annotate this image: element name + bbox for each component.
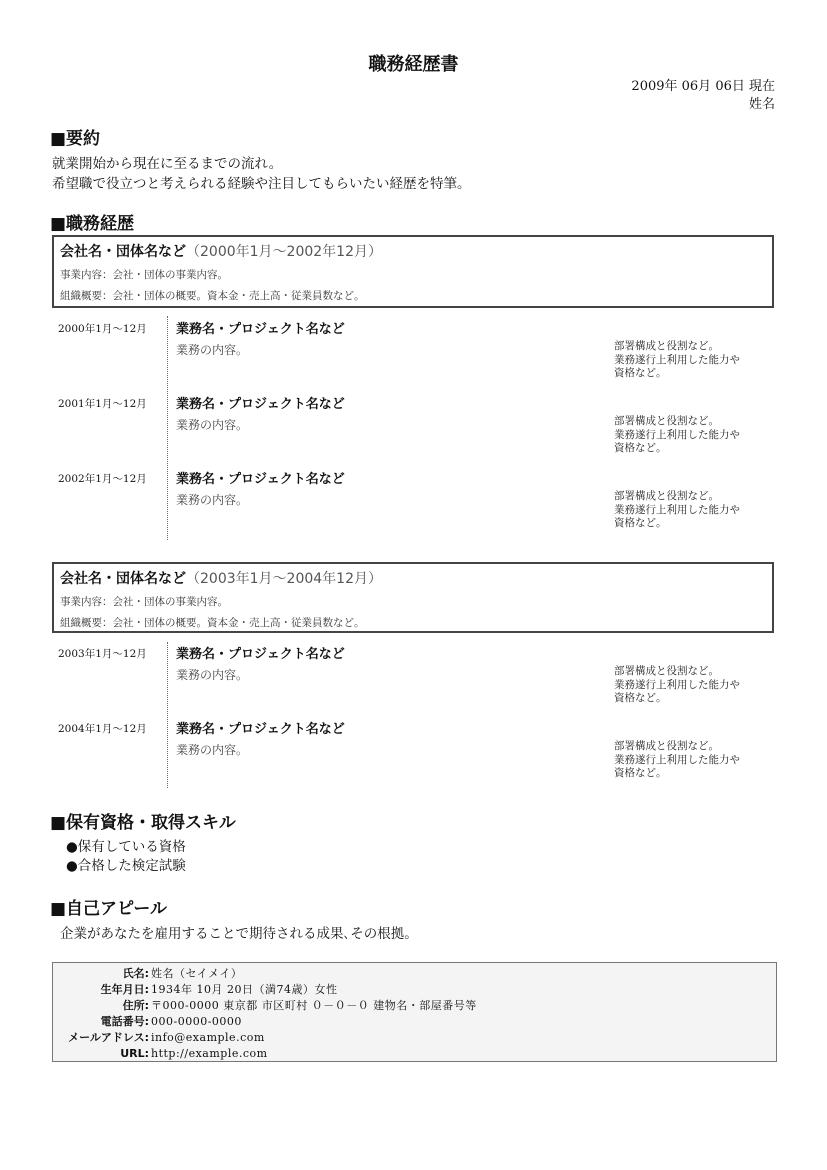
project-note: 資格など。	[614, 367, 667, 379]
info-row-birthdate	[53, 982, 776, 998]
project-note: 資格など。	[614, 767, 667, 779]
info-label: 生年月日:	[100, 983, 149, 996]
project-note: 部署構成と役割など。	[614, 340, 719, 352]
project-note: 部署構成と役割など。	[614, 665, 719, 677]
project-note: 業務遂行上利用した能力や	[614, 353, 740, 366]
project-title: 業務名・プロジェクト名など	[176, 722, 345, 737]
project-note: 部署構成と役割など。	[614, 415, 719, 427]
project-content: 業務の内容。	[176, 743, 249, 757]
project-content: 業務の内容。	[176, 343, 249, 357]
date: 2009年 06月 06日 現在	[631, 79, 775, 94]
project-notes	[614, 740, 740, 781]
info-row-email	[53, 1030, 776, 1046]
info-label: 氏名:	[122, 967, 149, 980]
company-overview: 組織概要：会社・団体の概要。資本金・売上高・従業員数など。	[60, 290, 365, 302]
skill-item: ●合格した検定試験	[66, 858, 186, 874]
info-value: info@example.com	[151, 1031, 265, 1044]
project-title: 業務名・プロジェクト名など	[176, 472, 345, 487]
project-entry	[52, 393, 774, 468]
project-entry	[52, 318, 774, 393]
info-label: メールアドレス:	[68, 1031, 149, 1044]
company-business: 事業内容：会社・団体の事業内容。	[60, 596, 228, 608]
project-note: 資格など。	[614, 692, 667, 704]
project-date: 2003年1月～12月	[58, 648, 147, 660]
info-label: 電話番号:	[100, 1015, 149, 1028]
info-label: URL:	[120, 1047, 149, 1060]
company-business: 事業内容：会社・団体の事業内容。	[60, 269, 228, 281]
project-notes	[614, 490, 740, 531]
summary-heading: ■要約	[50, 129, 101, 149]
project-title: 業務名・プロジェクト名など	[176, 647, 345, 662]
project-date: 2002年1月～12月	[58, 473, 147, 485]
page-title: 職務経歴書	[368, 54, 459, 75]
company-name: 会社名・団体名など（2000年1月～2002年12月）	[60, 244, 382, 260]
appeal-heading: ■自己アピール	[50, 899, 168, 919]
appeal-text: 企業があなたを雇用することで期待される成果､その根拠。	[60, 926, 418, 942]
project-note: 業務遂行上利用した能力や	[614, 428, 740, 441]
info-row-address	[53, 998, 776, 1014]
info-row-phone	[53, 1014, 776, 1030]
summary-line: 希望職で役立つと考えられる経験や注目してもらいたい経歴を特筆。	[52, 176, 471, 192]
project-notes	[614, 665, 740, 706]
info-row-url	[53, 1046, 776, 1062]
info-value: 〒000-0000 東京都 市区町村 ０－０－０ 建物名・部屋番号等	[151, 999, 477, 1012]
company-box	[52, 235, 774, 308]
company-name: 会社名・団体名など（2003年1月～2004年12月）	[60, 571, 382, 587]
project-title: 業務名・プロジェクト名など	[176, 397, 345, 412]
project-date: 2001年1月～12月	[58, 398, 147, 410]
project-title: 業務名・プロジェクト名など	[176, 322, 345, 337]
skill-item: ●保有している資格	[66, 839, 186, 855]
project-notes	[614, 340, 740, 381]
info-value: 1934年 10月 20日（満74歳）女性	[151, 983, 338, 996]
info-label: 住所:	[122, 999, 149, 1012]
project-note: 資格など。	[614, 442, 667, 454]
project-note: 部署構成と役割など。	[614, 490, 719, 502]
project-entry	[52, 718, 774, 793]
summary-line: 就業開始から現在に至るまでの流れ。	[52, 156, 283, 172]
project-note: 業務遂行上利用した能力や	[614, 753, 740, 766]
project-date: 2004年1月～12月	[58, 723, 147, 735]
applicant-name: 姓名	[748, 97, 775, 112]
project-entry	[52, 643, 774, 718]
project-note: 業務遂行上利用した能力や	[614, 678, 740, 691]
project-note: 部署構成と役割など。	[614, 740, 719, 752]
project-note: 業務遂行上利用した能力や	[614, 503, 740, 516]
info-value: http://example.com	[151, 1047, 268, 1060]
project-note: 資格など。	[614, 517, 667, 529]
info-row-name	[53, 966, 776, 982]
company-box	[52, 562, 774, 633]
info-value: 000-0000-0000	[151, 1015, 242, 1028]
company-overview: 組織概要：会社・団体の概要。資本金・売上高・従業員数など。	[60, 617, 365, 629]
project-entry	[52, 468, 774, 543]
skills-heading: ■保有資格・取得スキル	[50, 813, 236, 833]
project-content: 業務の内容。	[176, 668, 249, 682]
project-content: 業務の内容。	[176, 418, 249, 432]
info-value: 姓名（セイメイ）	[151, 967, 243, 980]
project-date: 2000年1月～12月	[58, 323, 147, 335]
project-content: 業務の内容。	[176, 493, 249, 507]
career-heading: ■職務経歴	[50, 214, 135, 234]
contact-info-box	[52, 962, 777, 1062]
project-notes	[614, 415, 740, 456]
